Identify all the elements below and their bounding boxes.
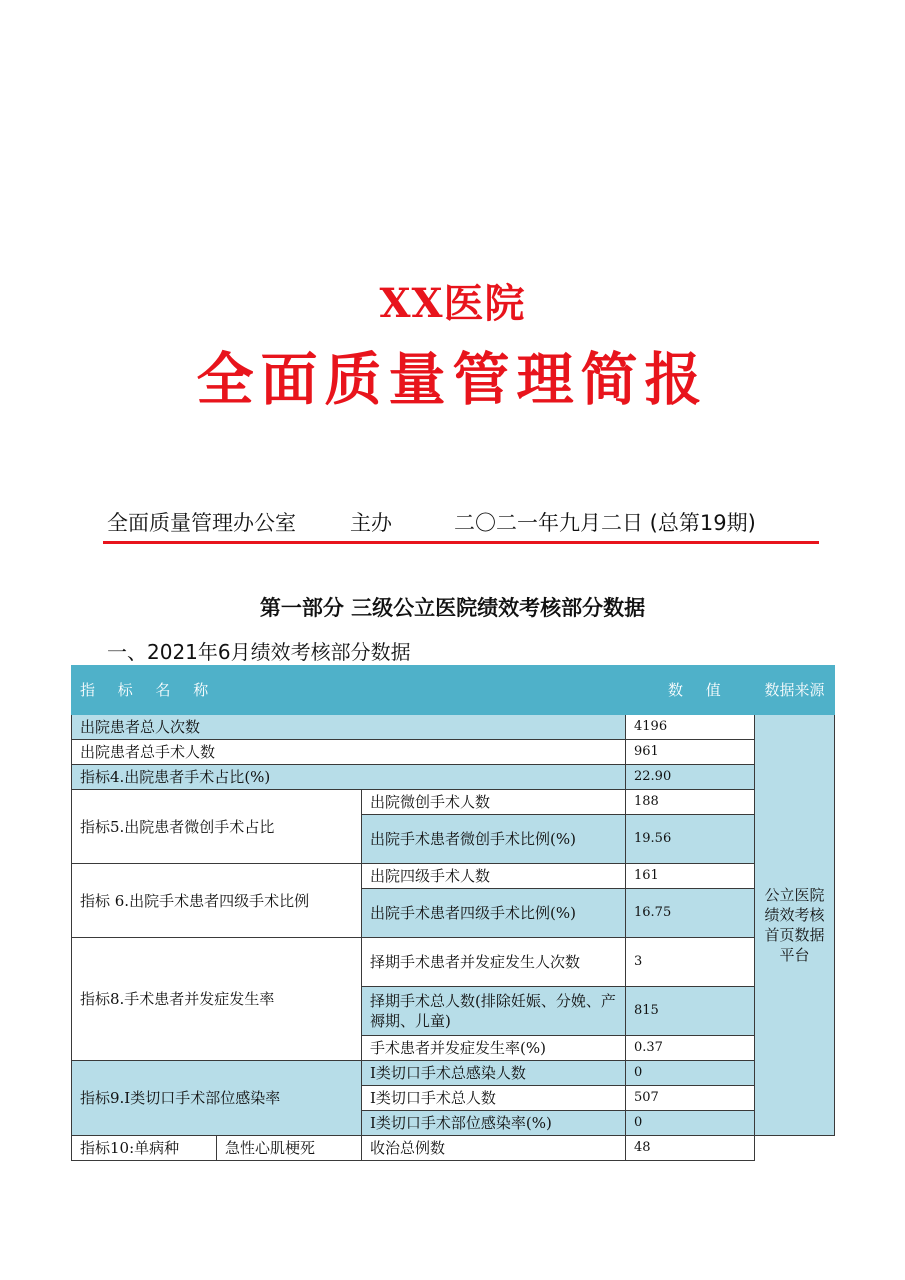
header-indicator-name: 指 标 名 称 — [80, 681, 218, 699]
header-value: 数 值 — [668, 681, 730, 699]
table-header-row — [72, 666, 835, 715]
table-row — [72, 790, 835, 815]
group-label: 指标10:单病种 — [72, 1136, 217, 1161]
sub-value: 815 — [626, 987, 755, 1036]
sub-value: 161 — [626, 864, 755, 889]
row-value: 961 — [626, 740, 755, 765]
issue-date: 二〇二一年九月二日 (总第19期) — [454, 511, 756, 535]
table-row — [72, 1136, 835, 1161]
section-title: 第一部分 三级公立医院绩效考核部分数据 — [259, 596, 646, 620]
hospital-name: XX医院 — [379, 280, 526, 327]
row-label: 指标4.出院患者手术占比(%) — [72, 765, 626, 790]
sub-value: 48 — [626, 1136, 755, 1161]
sub-label: 出院微创手术人数 — [362, 790, 626, 815]
data-source-cell: 公立医院绩效考核首页数据平台 — [755, 715, 835, 1136]
sub-value: 507 — [626, 1086, 755, 1111]
sub-value: 16.75 — [626, 889, 755, 938]
sub-label: 出院手术患者微创手术比例(%) — [362, 815, 626, 864]
row-label: 出院患者总手术人数 — [72, 740, 626, 765]
table-row — [72, 938, 835, 987]
sub-value: 19.56 — [626, 815, 755, 864]
sub-label: I类切口手术部位感染率(%) — [362, 1111, 626, 1136]
organizer: 全面质量管理办公室 — [107, 511, 296, 535]
organizer-role: 主办 — [350, 511, 392, 535]
row-value: 4196 — [626, 715, 755, 740]
table-row — [72, 715, 835, 740]
group-label: 指标5.出院患者微创手术占比 — [72, 790, 362, 864]
sub-value: 0.37 — [626, 1036, 755, 1061]
disease-label: 急性心肌梗死 — [217, 1136, 362, 1161]
table-row — [72, 1061, 835, 1086]
sub-label: I类切口手术总人数 — [362, 1086, 626, 1111]
table-row — [72, 740, 835, 765]
sub-label: 手术患者并发症发生率(%) — [362, 1036, 626, 1061]
row-value: 22.90 — [626, 765, 755, 790]
table-row — [72, 864, 835, 889]
sub-value: 3 — [626, 938, 755, 987]
report-title: 全面质量管理简报 — [196, 346, 709, 413]
sub-label: 择期手术总人数(排除妊娠、分娩、产褥期、儿童) — [362, 987, 626, 1036]
sub-label: 出院四级手术人数 — [362, 864, 626, 889]
sub-value: 188 — [626, 790, 755, 815]
table-row — [72, 765, 835, 790]
row-label: 出院患者总人次数 — [72, 715, 626, 740]
group-label: 指标 6.出院手术患者四级手术比例 — [72, 864, 362, 938]
sub-label: 出院手术患者四级手术比例(%) — [362, 889, 626, 938]
sub-title: 一、2021年6月绩效考核部分数据 — [107, 640, 411, 664]
metrics-table-body — [71, 665, 835, 1161]
sub-label: 择期手术患者并发症发生人次数 — [362, 938, 626, 987]
issue-line — [107, 507, 807, 541]
sub-value: 0 — [626, 1061, 755, 1086]
group-label: 指标8.手术患者并发症发生率 — [72, 938, 362, 1061]
header-source: 数据来源 — [755, 666, 835, 715]
sub-label: 收治总例数 — [362, 1136, 626, 1161]
sub-label: I类切口手术总感染人数 — [362, 1061, 626, 1086]
group-label: 指标9.I类切口手术部位感染率 — [72, 1061, 362, 1136]
red-divider — [103, 541, 819, 544]
sub-value: 0 — [626, 1111, 755, 1136]
